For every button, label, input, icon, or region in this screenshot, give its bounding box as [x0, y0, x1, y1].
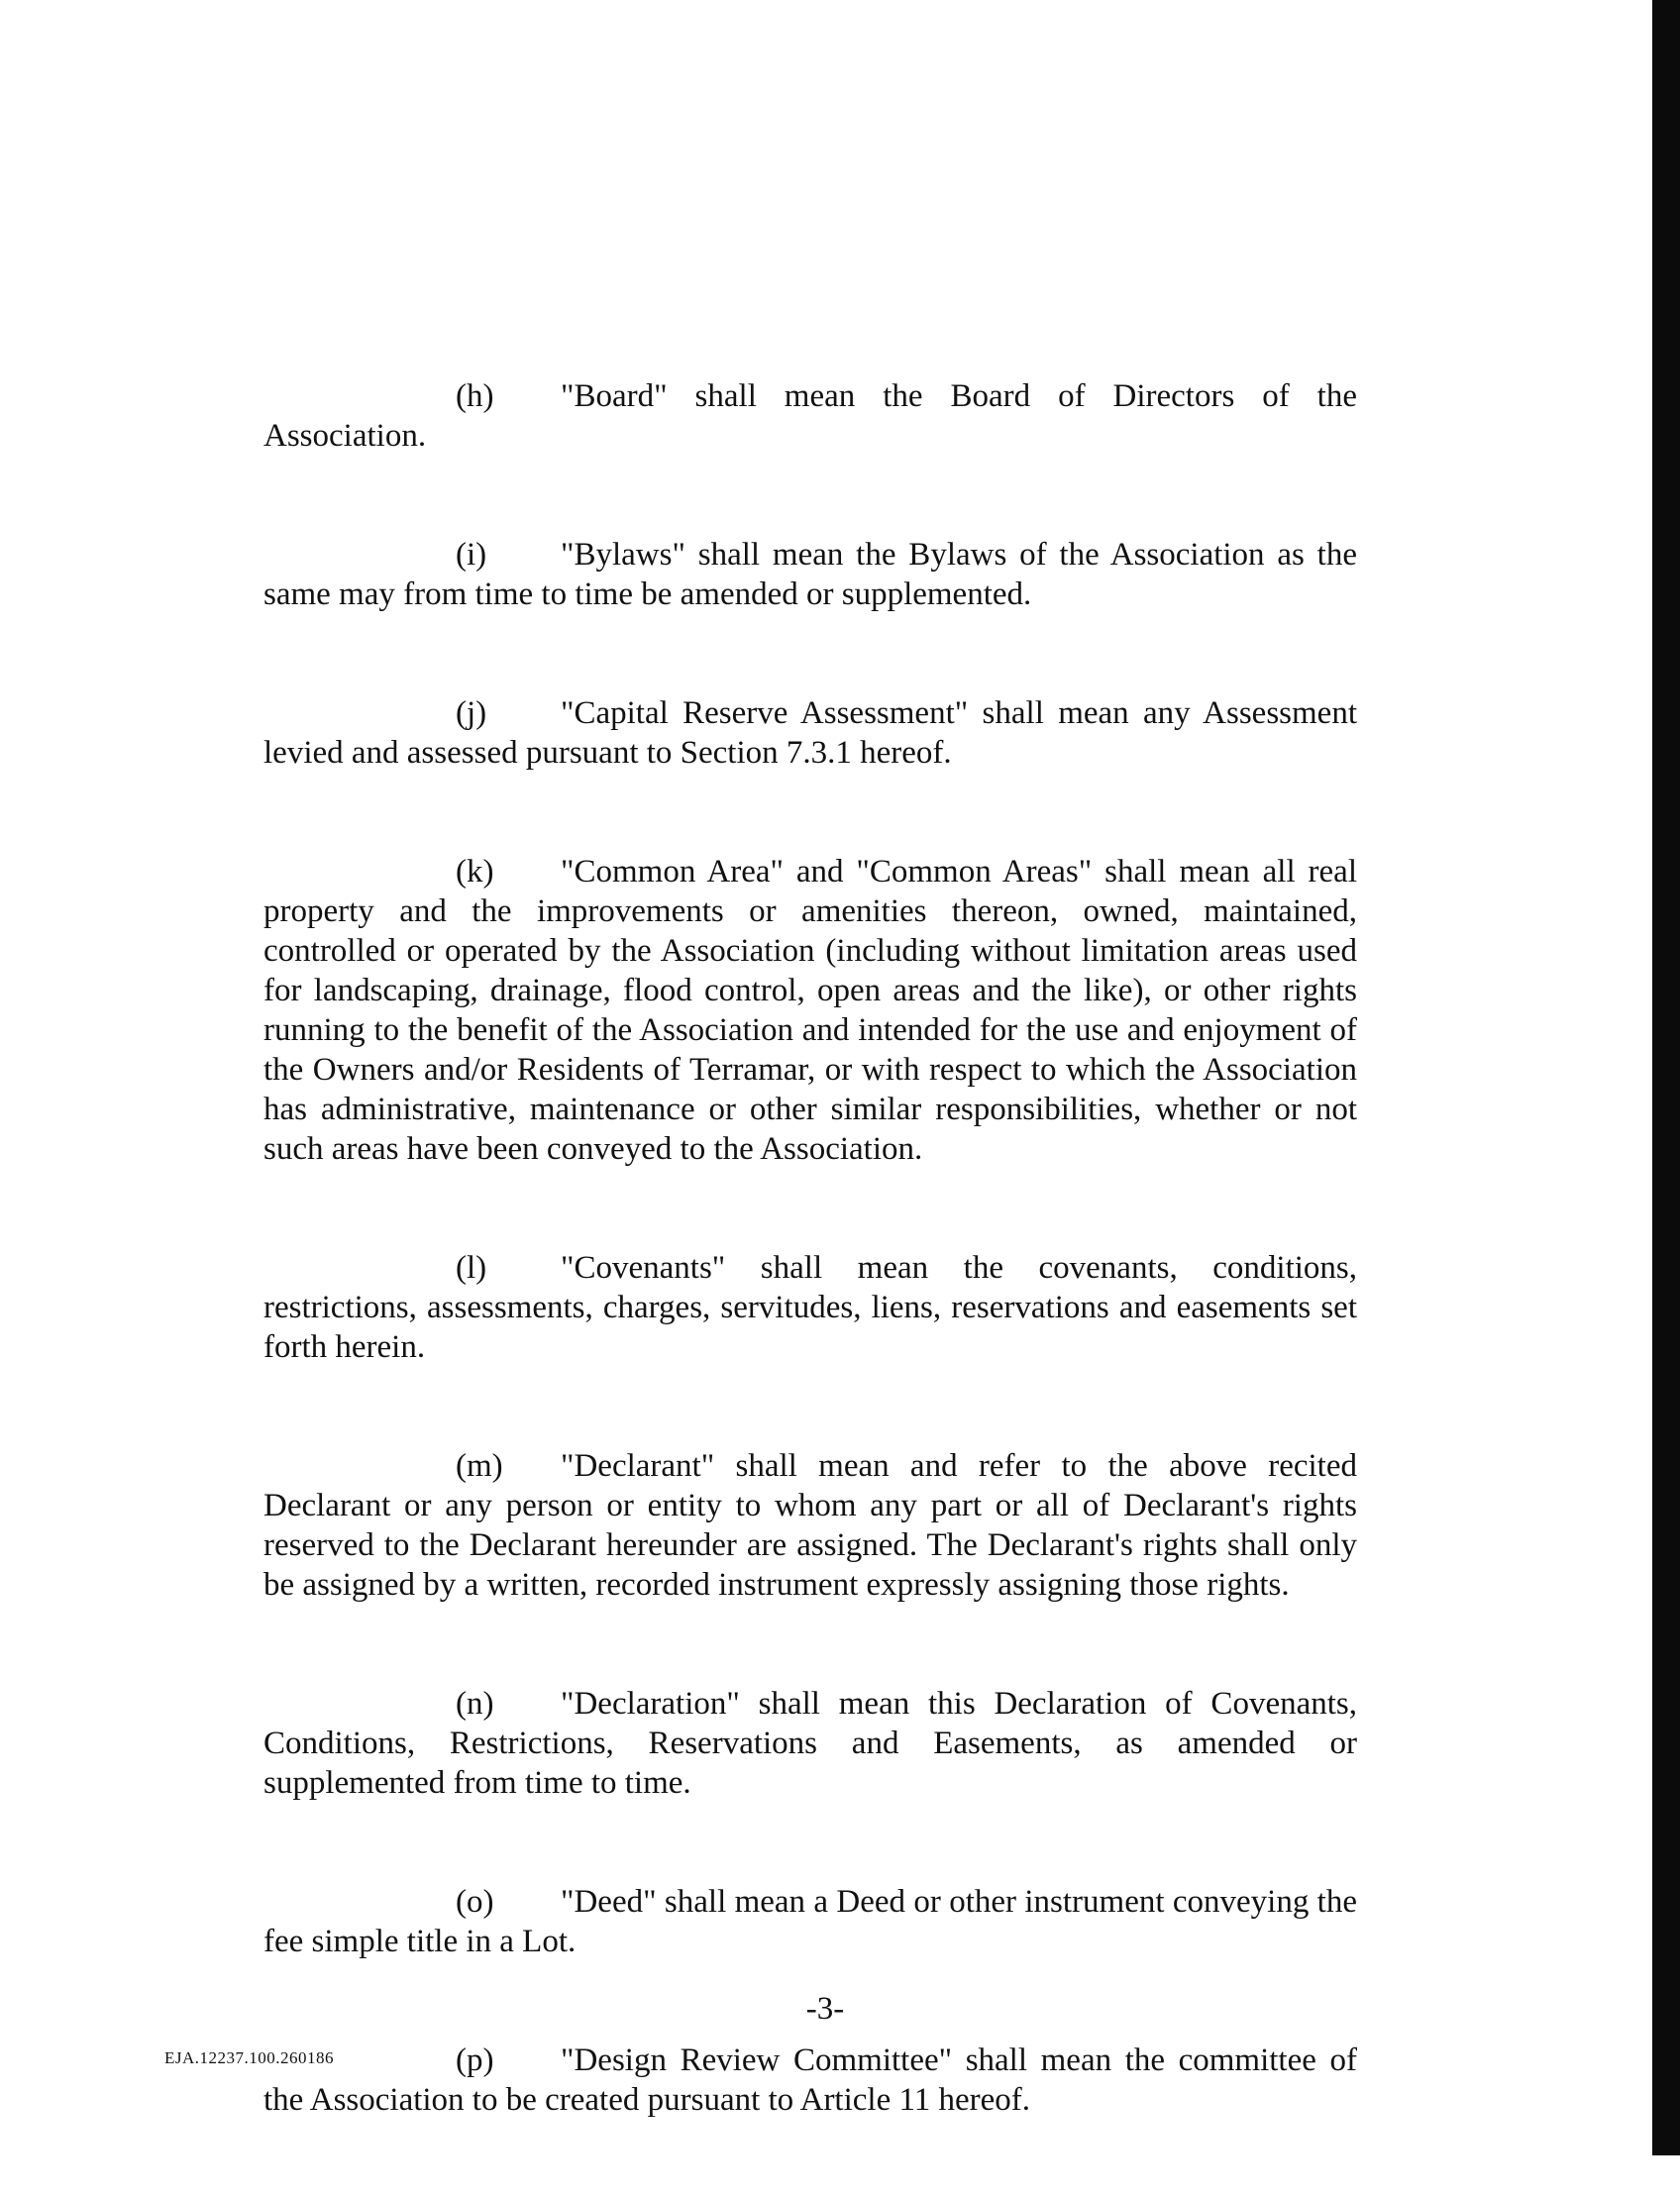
definition-text: "Bylaws" shall mean the Bylaws of the Association as the same may from time to time be amended or supplemented. — [263, 537, 1357, 612]
page-number: -3- — [805, 1991, 845, 2027]
definition-text: "Board" shall mean the Board of Directors of the Association. — [263, 378, 1357, 454]
definition-i — [263, 535, 1357, 614]
definition-label: (k) — [456, 854, 494, 890]
definition-label: (o) — [456, 1884, 494, 1920]
definition-text: "Declarant" shall mean and refer to the above recited Declarant or any person or entity to whom any part or all of Declarant's rights reserved to the Declarant hereunder are assigned. The Declarant's rights shall only be assigned by a written, recorded instrument expressly assigning those rights. — [263, 1448, 1357, 1603]
definition-text: "Design Review Committee" shall mean the committee of the Association to be created pursuant to Article 11 hereof. — [263, 2042, 1357, 2118]
definition-h — [263, 376, 1357, 456]
definition-text: "Common Area" and "Common Areas" shall mean all real property and the improvements or amenities thereon, owned, maintained, controlled or operated by the Association (including without limitation areas used for landscaping, drainage, flood control, open areas and the like), or other rights running to the benefit of the Association and intended for the use and enjoyment of the Owners and/or Residents of Terramar, or with respect to which the Association has administrative, maintenance or other similar responsibilities, whether or not such areas have been conveyed to the Association. — [263, 854, 1357, 1167]
definition-text: "Deed" shall mean a Deed or other instrument conveying the fee simple title in a Lot. — [263, 1884, 1357, 1959]
definition-label: (i) — [456, 537, 487, 573]
definition-text: "Covenants" shall mean the covenants, conditions, restrictions, assessments, charges, servitudes, liens, reservations and easements set forth herein. — [263, 1250, 1357, 1365]
definition-l — [263, 1248, 1357, 1367]
definition-label: (h) — [456, 378, 494, 414]
document-id: EJA.12237.100.260186 — [164, 2048, 335, 2067]
definition-m — [263, 1446, 1357, 1605]
definition-label: (m) — [456, 1448, 503, 1484]
definition-o — [263, 1882, 1357, 1961]
definition-text: "Capital Reserve Assessment" shall mean any Assessment levied and assessed pursuant to Section 7.3.1 hereof. — [263, 695, 1357, 771]
definition-label: (p) — [456, 2042, 494, 2078]
definition-label: (n) — [456, 1686, 494, 1722]
definition-text: "Declaration" shall mean this Declaration of Covenants, Conditions, Restrictions, Reservations and Easements, as amended or supplemented from time to time. — [263, 1686, 1357, 1801]
definition-k — [263, 852, 1357, 1169]
definition-p — [263, 2041, 1357, 2120]
definition-label: (l) — [456, 1250, 487, 1286]
scan-edge-bar — [1652, 0, 1680, 2155]
definition-j — [263, 693, 1357, 773]
definition-label: (j) — [456, 695, 487, 731]
definition-n — [263, 1684, 1357, 1803]
definitions-list — [263, 376, 1357, 2199]
